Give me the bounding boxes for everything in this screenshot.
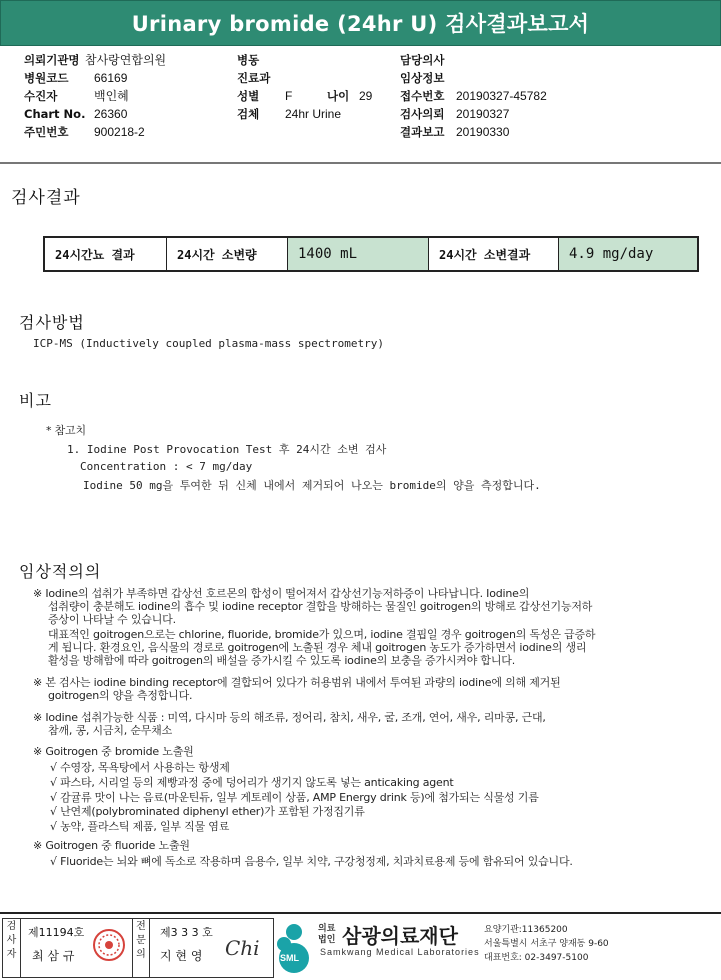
value-specimen: 24hr Urine [285,107,342,121]
report-footer [0,912,721,980]
clinical-p3-line-2: 참깨, 콩, 시금치, 순무채소 [48,724,173,737]
value-institution: 참사랑연합의원 [85,53,167,67]
label-specimen: 검체 [237,107,260,121]
value-age: 29 [359,89,373,103]
value-request-date: 20190327 [456,107,510,121]
result-header-24hr: 24시간뇨 결과 [45,238,167,270]
result-header-volume: 24시간 소변량 [167,238,288,270]
inspector-name: 최 삼 규 [32,949,75,963]
clinical-p1-line-4: 대표적인 goitrogen으로는 chlorine, fluoride, bromide가 있으며, iodine 결핍일 경우 goitrogen의 독성은 급증하 [48,628,596,641]
inspector-license: 제11194호 [28,926,85,939]
value-report-date: 20190330 [456,125,510,139]
bromide-source-item: √ 농약, 플라스틱 제품, 일부 직물 염료 [50,820,230,833]
label-request-date: 검사의뢰 [400,107,445,121]
inspector-vertical-label [3,918,21,978]
clinical-p1-line-6: 활성을 방해함에 따라 goitrogen의 배설을 증가시킬 수 있도록 iodine의 보충을 증가시켜야 합니다. [48,654,515,667]
clinical-p1-line-1: ※ Iodine의 섭취가 부족하면 갑상선 호르몬의 합성이 떨어져서 갑상선기능저하증이 나타납니다. Iodine의 [33,587,530,600]
bromide-source-item: √ 난연제(polybrominated diphenyl ether)가 포함된 가정집기류 [50,805,365,818]
fluoride-source-item: √ Fluoride는 뇌와 뼈에 독소로 작용하며 음용수, 일부 치약, 구강청정제, 치과치료용제 등에 함유되어 있습니다. [50,855,573,868]
org-phone: 대표번호: 02-3497-5100 [484,953,589,963]
org-address: 서울특별시 서초구 양재동 9-60 [484,939,609,949]
label-clinical-info: 임상정보 [400,71,445,85]
specialist-vertical-label [132,918,150,978]
clinical-fluoride-sources-head: ※ Goitrogen 중 fluoride 노출원 [33,839,190,852]
clinical-section-title: 임상적의의 [19,562,102,581]
method-section-title: 검사방법 [19,313,85,332]
sml-badge: SML [280,953,299,963]
bromide-source-item: √ 파스타, 시리얼 등의 제빵과정 중에 덩어리가 생기지 않도록 넣는 anticaking agent [50,776,454,789]
label-receipt-no: 접수번호 [400,89,445,103]
label-patient: 수진자 [24,89,58,103]
org-institution-code: 요양기관:11365200 [484,925,568,935]
clinical-p1-line-3: 증상이 나타날 수 있습니다. [48,613,176,626]
bromide-source-item: √ 수영장, 목욕탕에서 사용하는 항생제 [50,761,230,774]
result-header-result: 24시간 소변결과 [429,238,559,270]
result-bromide-value: 4.9 mg/day [559,238,697,270]
remarks-section-title: 비고 [19,391,52,410]
label-hospital-code: 병원코드 [24,71,69,85]
inspector-label: 검사자 [6,921,17,960]
value-sex: F [285,89,293,103]
label-report-date: 결과보고 [400,125,445,139]
value-chart-no: 26360 [94,107,128,121]
info-column-3 [400,51,547,141]
clinical-p2-line-2: goitrogen의 양을 측정합니다. [48,689,193,702]
result-table [43,236,699,272]
specialist-signature: Chi [225,936,260,960]
result-volume-value: 1400 mL [288,238,429,270]
specialist-name: 지 현 영 [160,949,203,963]
org-prefix: 의료 법인 [318,924,336,945]
method-text: ICP-MS (Inductively coupled plasma-mass spectrometry) [33,337,384,350]
org-name: 삼광의료재단 [342,924,458,948]
value-resident-no: 900218-2 [94,125,145,139]
report-title: Urinary bromide (24hr U) 검사결과보고서 [131,12,590,36]
label-doctor: 담당의사 [400,53,445,67]
label-sex: 성별 [237,89,260,103]
remarks-line-3: Iodine 50 mg을 투여한 뒤 신체 내에서 제거되어 나오는 bromide의 양을 측정합니다. [83,479,541,492]
label-ward: 병동 [237,53,260,67]
specialist-label: 전문의 [136,921,146,960]
header-divider [0,162,721,164]
value-hospital-code: 66169 [94,71,128,85]
label-chart-no: Chart No. [24,107,86,121]
clinical-p1-line-5: 게 됩니다. 환경요인, 음식물의 경로로 goitrogen에 노출된 경우 체내 goitrogen 농도가 증가하면서 iodine의 생리 [48,641,587,654]
report-title-bar [0,0,721,46]
results-section-title: 검사결과 [11,188,81,208]
label-institution: 의뢰기관명 [24,53,80,67]
org-english-name: Samkwang Medical Laboratories [320,947,480,957]
specialist-license: 제3 3 3 호 [160,926,213,939]
inspector-seal [92,928,126,962]
remarks-line-2: Concentration : < 7 mg/day [80,460,253,473]
clinical-bromide-sources-head: ※ Goitrogen 중 bromide 노출원 [33,745,194,758]
info-column-2 [237,51,372,123]
remarks-line-1: 1. Iodine Post Provocation Test 후 24시간 소변 검사 [67,443,387,456]
info-column-1 [24,51,166,141]
bromide-source-item: √ 감귤류 맛이 나는 음료(마운틴듀, 일부 게토레이 상품, AMP Energy drink 등)에 첨가되는 식물성 기름 [50,791,539,804]
clinical-p3-line-1: ※ Iodine 섭취가능한 식품 : 미역, 다시마 등의 해조류, 정어리, 참치, 새우, 굴, 조개, 연어, 새우, 리마콩, 근대, [33,711,546,724]
clinical-p1-line-2: 섭취량이 충분해도 iodine의 흡수 및 iodine receptor 결합을 방해하는 물질인 goitrogen의 방해로 갑상선기능저하 [48,600,593,613]
value-patient: 백인혜 [94,89,129,103]
label-department: 진료과 [237,71,271,85]
clinical-p2-line-1: ※ 본 검사는 iodine binding receptor에 결합되어 있다가 허용범위 내에서 투여된 과량의 iodine에 의해 제거된 [33,676,561,689]
remarks-reference-head: * 참고치 [46,424,86,437]
label-age: 나이 [327,89,350,103]
label-resident-no: 주민번호 [24,125,69,139]
sml-logo-icon [272,918,314,976]
value-receipt-no: 20190327-45782 [456,89,547,103]
